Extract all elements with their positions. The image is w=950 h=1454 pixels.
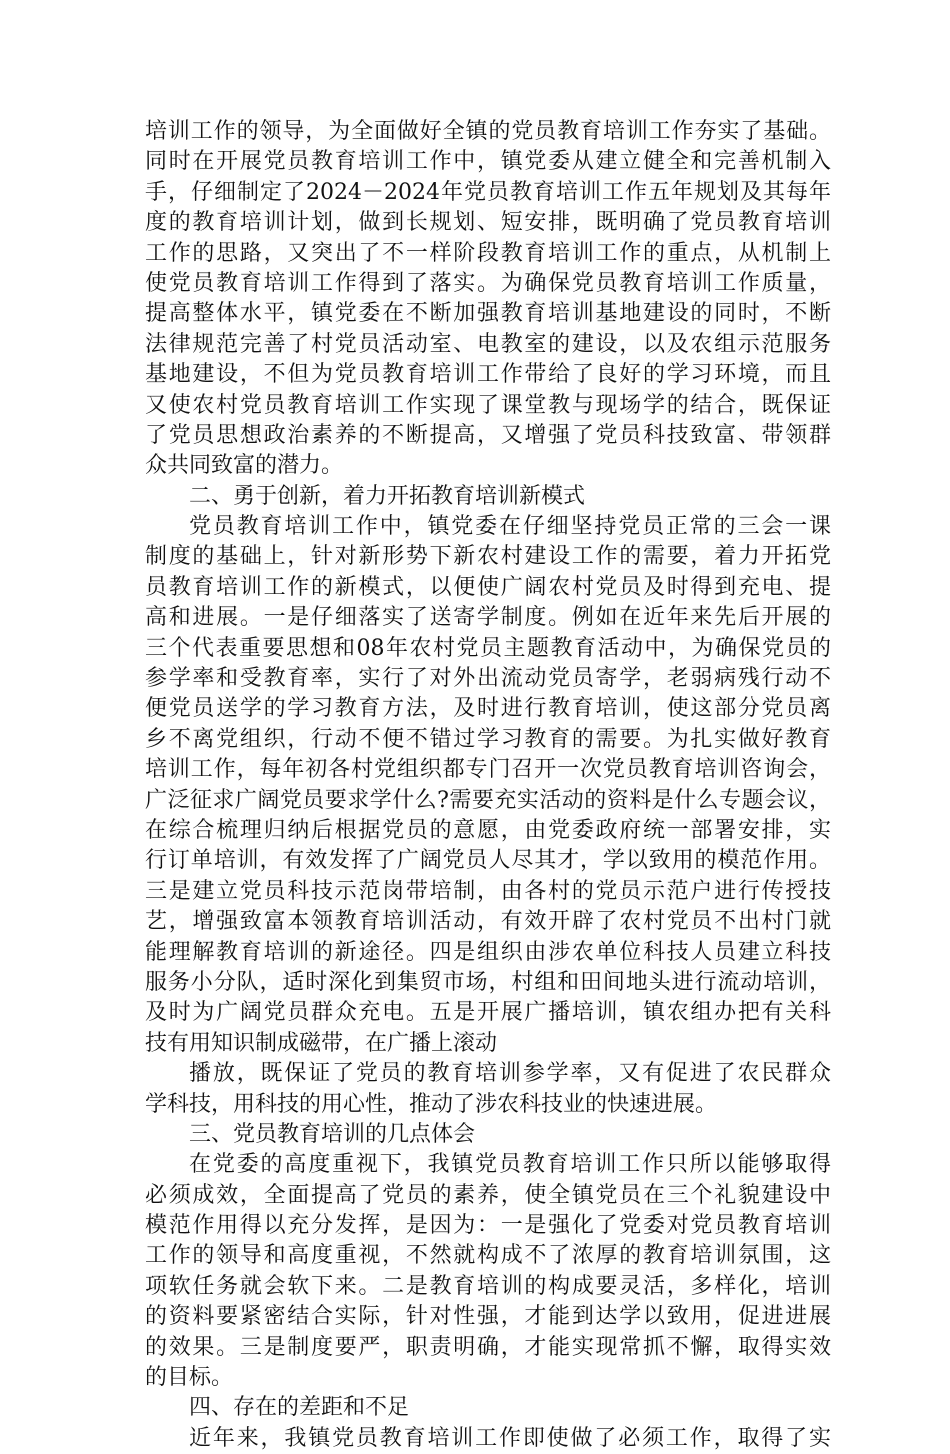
text-line: 高和进展。一是仔细落实了送寄学制度。例如在近年来先后开展的 [145,605,831,631]
text-line: 工作的领导和高度重视，不然就构成不了浓厚的教育培训氛围，这 [145,1243,831,1269]
text-line: 乡不离党组织，行动不便不错过学习教育的需要。为扎实做好教育 [145,726,831,752]
text-line: 三是建立党员科技示范岗带培制，由各村的党员示范户进行传授技 [145,878,831,904]
text-line: 近年来，我镇党员教育培训工作即使做了必须工作，取得了实 [189,1425,831,1451]
text-line: 的效果。三是制度要严，职责明确，才能实现常抓不懈，取得实效 [145,1334,831,1360]
text-line: 同时在开展党员教育培训工作中，镇党委从建立健全和完善机制入 [145,149,831,175]
text-line: 在党委的高度重视下，我镇党员教育培训工作只所以能够取得 [189,1152,831,1178]
text-line: 广泛征求广阔党员要求学什么?需要充实活动的资料是什么专题会议， [145,787,831,813]
text-line: 了党员思想政治素养的不断提高，又增强了党员科技致富、带领群 [145,422,831,448]
text-line: 行订单培训，有效发挥了广阔党员人尽其才，学以致用的模范作用。 [145,848,831,874]
text-line: 党员教育培训工作中，镇党委在仔细坚持党员正常的三会一课 [189,514,831,540]
text-line: 技有用知识制成磁带，在广播上滚动 [145,1030,498,1056]
text-line: 能理解教育培训的新途径。四是组织由涉农单位科技人员建立科技 [145,939,831,965]
text-line: 三、党员教育培训的几点体会 [189,1121,476,1147]
text-line: 培训工作的领导，为全面做好全镇的党员教育培训工作夯实了基础。 [145,119,831,144]
text-line: 的目标。 [145,1365,234,1391]
text-line: 度的教育培训计划，做到长规划、短安排，既明确了党员教育培训 [145,210,831,236]
text-line: 便党员送学的学习教育方法，及时进行教育培训，使这部分党员离 [145,696,831,722]
text-line: 三个代表重要思想和08年农村党员主题教育活动中，为确保党员的 [145,635,831,661]
text-line: 基地建设，不但为党员教育培训工作带给了良好的学习环境，而且 [145,362,831,388]
text-line: 手，仔细制定了2024－2024年党员教育培训工作五年规划及其每年 [145,179,831,205]
text-line: 必须成效，全面提高了党员的素养，使全镇党员在三个礼貌建设中 [145,1182,831,1208]
text-line: 在综合梳理归纳后根据党员的意愿，由党委政府统一部署安排，实 [145,817,831,843]
text-line: 使党员教育培训工作得到了落实。为确保党员教育培训工作质量， [145,270,831,296]
text-line: 模范作用得以充分发挥，是因为：一是强化了党委对党员教育培训 [145,1213,831,1239]
text-line: 参学率和受教育率，实行了对外出流动党员寄学，老弱病残行动不 [145,666,831,692]
text-line: 及时为广阔党员群众充电。五是开展广播培训，镇农组办把有关科 [145,1000,831,1026]
text-line: 制度的基础上，针对新形势下新农村建设工作的需要，着力开拓党 [145,544,831,570]
text-line: 法律规范完善了村党员活动室、电教室的建设，以及农组示范服务 [145,331,831,357]
text-line: 的资料要紧密结合实际，针对性强，才能到达学以致用，促进进展 [145,1304,831,1330]
document-page [145,117,831,1454]
text-line: 四、存在的差距和不足 [189,1395,410,1421]
text-line: 又使农村党员教育培训工作实现了课堂教与现场学的结合，既保证 [145,392,831,418]
text-line: 工作的思路，又突出了不一样阶段教育培训工作的重点，从机制上 [145,240,831,266]
text-line: 艺，增强致富本领教育培训活动，有效开辟了农村党员不出村门就 [145,909,831,935]
text-line: 学科技，用科技的用心性，推动了涉农科技业的快速进展。 [145,1091,718,1117]
text-line: 提高整体水平，镇党委在不断加强教育培训基地建设的同时，不断 [145,301,831,327]
text-line: 播放，既保证了党员的教育培训参学率，又有促进了农民群众 [189,1061,831,1087]
text-line: 培训工作，每年初各村党组织都专门召开一次党员教育培训咨询会， [145,757,831,783]
text-line: 员教育培训工作的新模式，以便使广阔农村党员及时得到充电、提 [145,574,831,600]
text-line: 服务小分队，适时深化到集贸市场，村组和田间地头进行流动培训， [145,969,831,995]
text-line: 项软任务就会软下来。二是教育培训的构成要灵活，多样化，培训 [145,1273,831,1299]
text-line: 二、勇于创新，着力开拓教育培训新模式 [189,483,586,509]
text-line: 众共同致富的潜力。 [145,453,344,479]
